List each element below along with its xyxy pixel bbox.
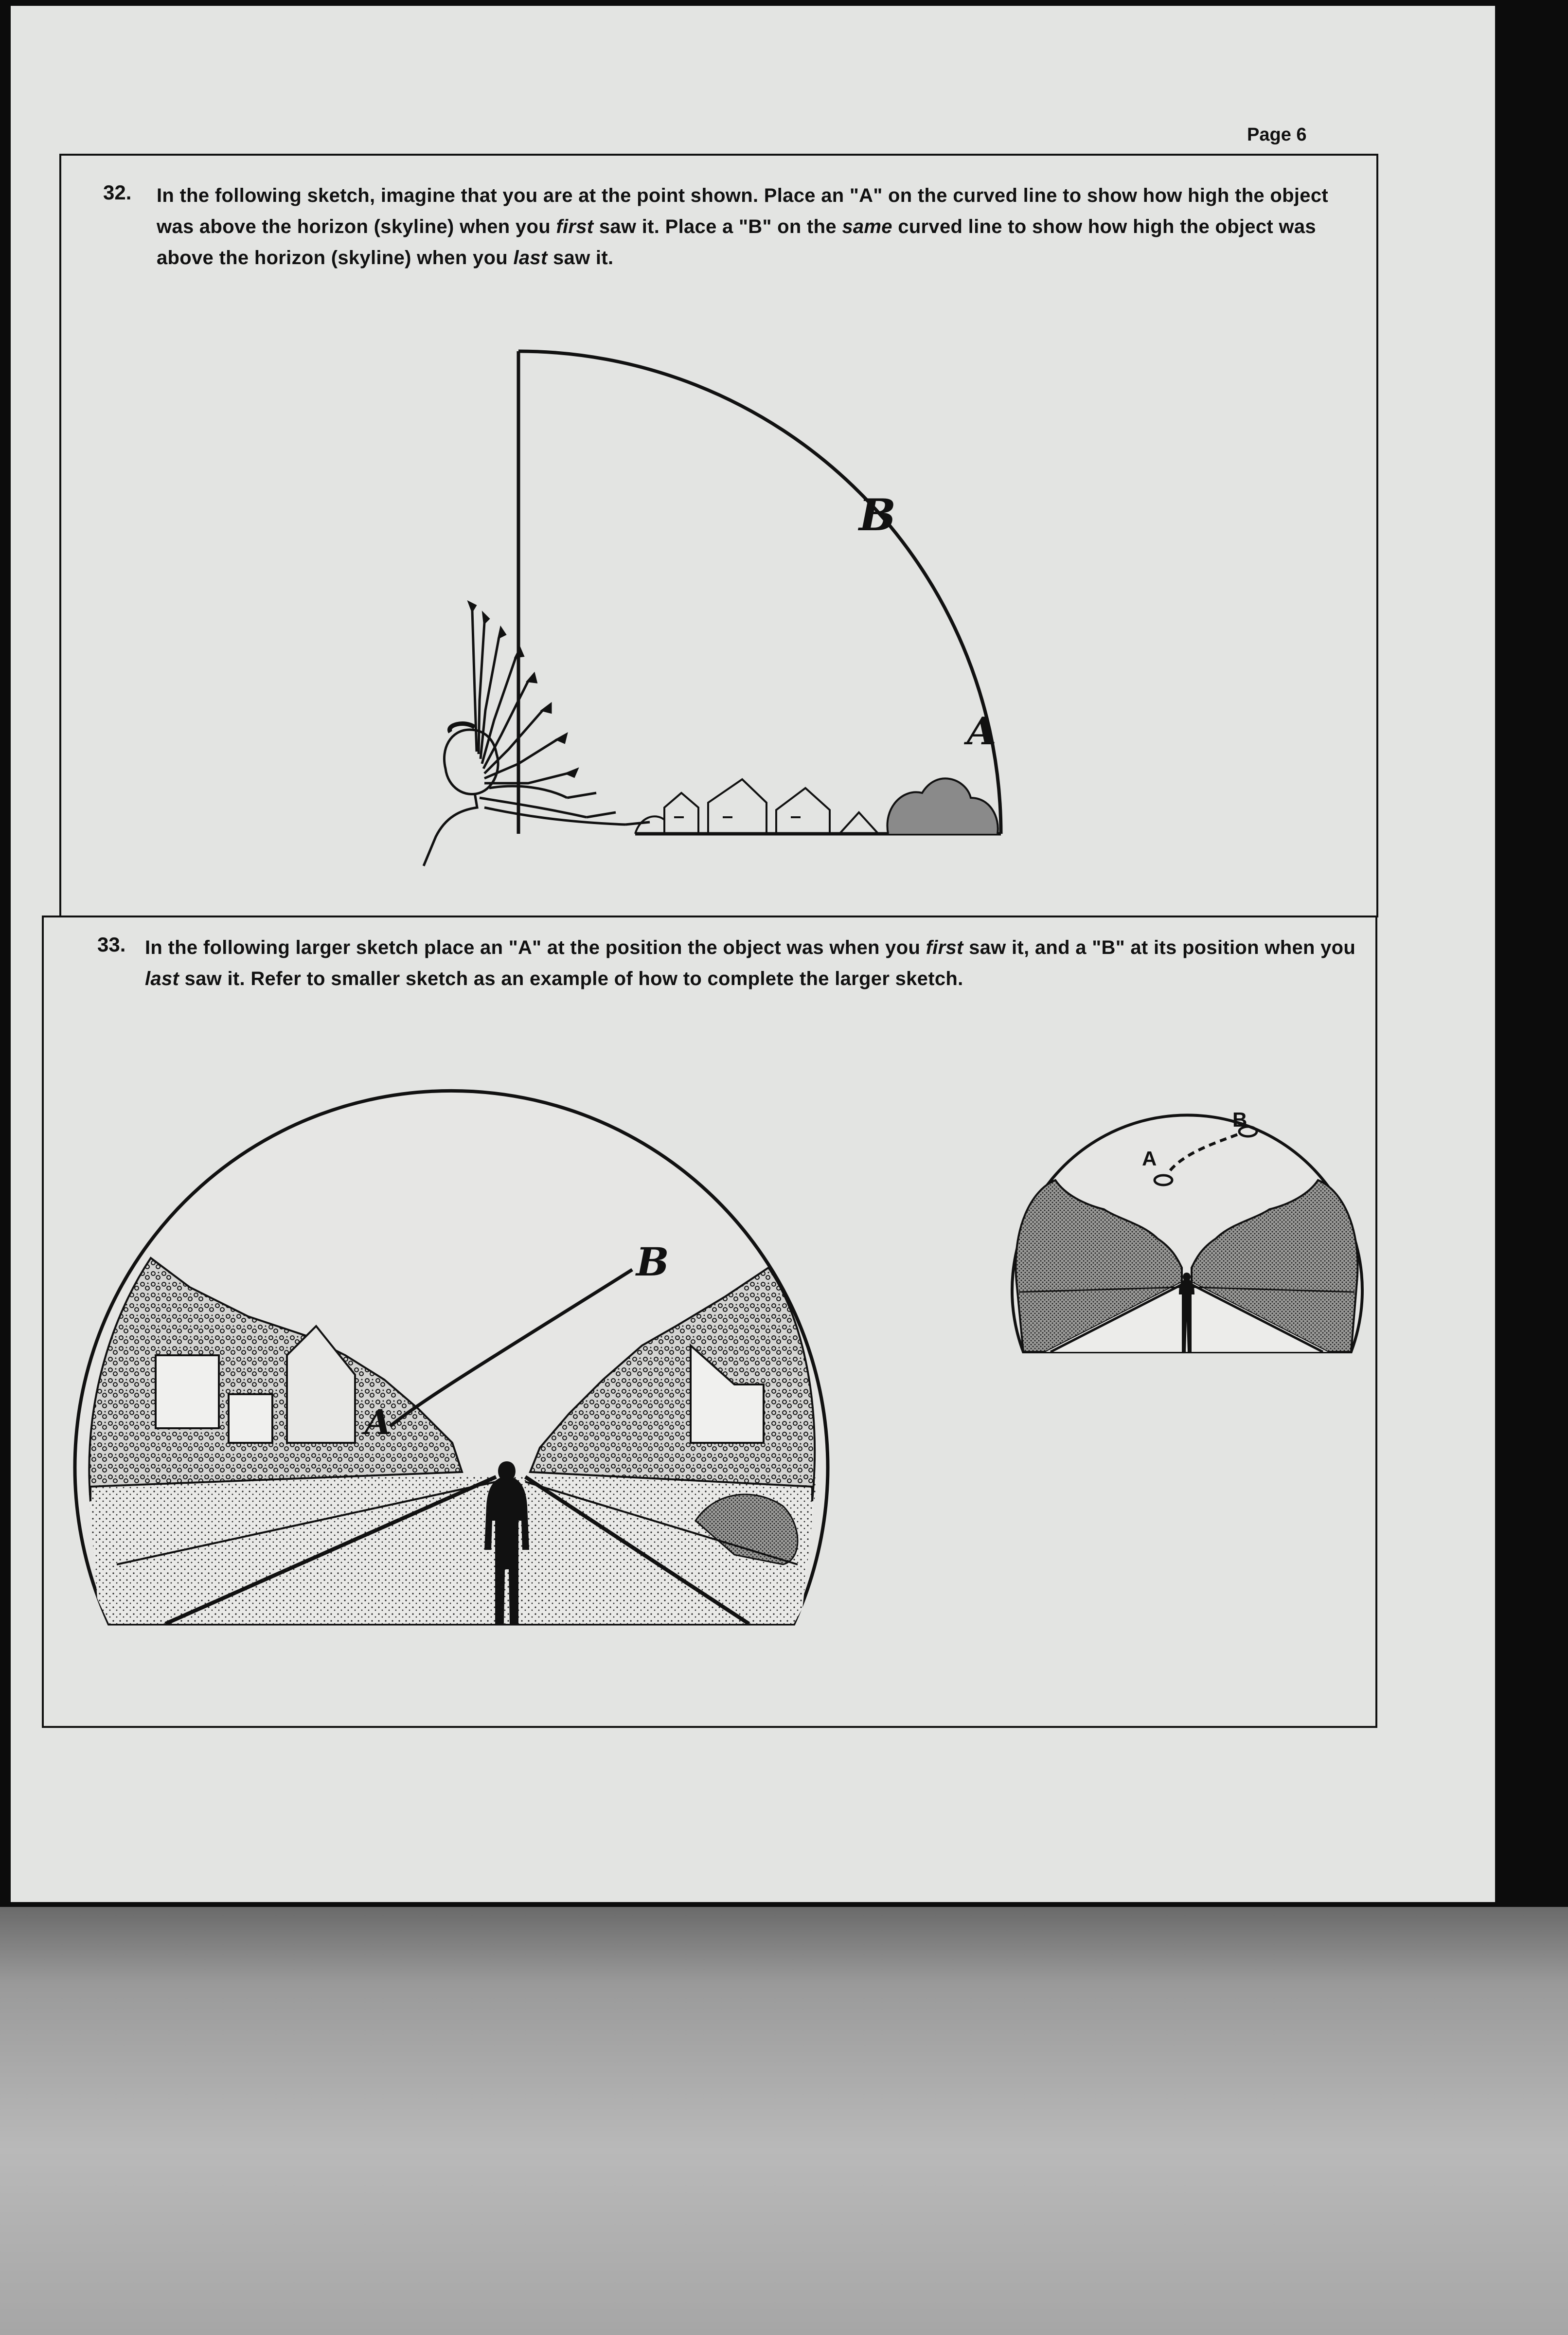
q33-text-part: saw it, and a "B" at its position when you xyxy=(963,937,1356,958)
question-33-box xyxy=(42,916,1377,1728)
large-sketch-mark-b: B xyxy=(636,1239,669,1285)
large-sketch-mark-a: A xyxy=(365,1402,392,1442)
example-label-a: A xyxy=(1142,1147,1157,1170)
pointing-hands-fan xyxy=(469,603,577,783)
q33-text-part: In the following larger sketch place an "A" at the position the object was when you xyxy=(145,937,926,958)
q32-text-part: saw it. xyxy=(547,247,614,269)
handwritten-mark-b: B xyxy=(859,489,896,541)
q32-text-part: In the following sketch, imagine that you are at the point shown. Place an "A" on the curved line to show how high the object was above the horizon (skyline) when you xyxy=(157,185,1328,237)
example-label-b: B xyxy=(1232,1108,1247,1131)
example-sketch xyxy=(44,917,1375,1726)
observer-illustration xyxy=(424,724,650,866)
page-number: Page 6 xyxy=(1247,125,1307,145)
scanner-background xyxy=(0,1907,1568,2335)
skyline-illustration xyxy=(635,778,998,834)
question-32-number: 32. xyxy=(103,181,132,204)
question-32-box xyxy=(59,154,1378,917)
q33-text-part: saw it. Refer to smaller sketch as an example of how to complete the larger sketch. xyxy=(179,968,963,989)
q32-text-part: curved line to show how high the object was above the horizon (skyline) when you xyxy=(157,216,1316,269)
quadrant-sketch xyxy=(61,156,1376,917)
document-page xyxy=(11,6,1495,1902)
q33-emphasis-last: last xyxy=(145,968,179,989)
q33-emphasis-first: first xyxy=(926,937,963,958)
q32-text-part: saw it. Place a "B" on the xyxy=(593,216,842,237)
q32-emphasis-same: same xyxy=(842,216,892,237)
q32-emphasis-last: last xyxy=(513,247,548,269)
handwritten-mark-a: A xyxy=(967,709,997,754)
quadrant-curved-line xyxy=(518,351,1001,834)
q32-emphasis-first: first xyxy=(556,216,594,237)
question-33-number: 33. xyxy=(97,933,126,956)
